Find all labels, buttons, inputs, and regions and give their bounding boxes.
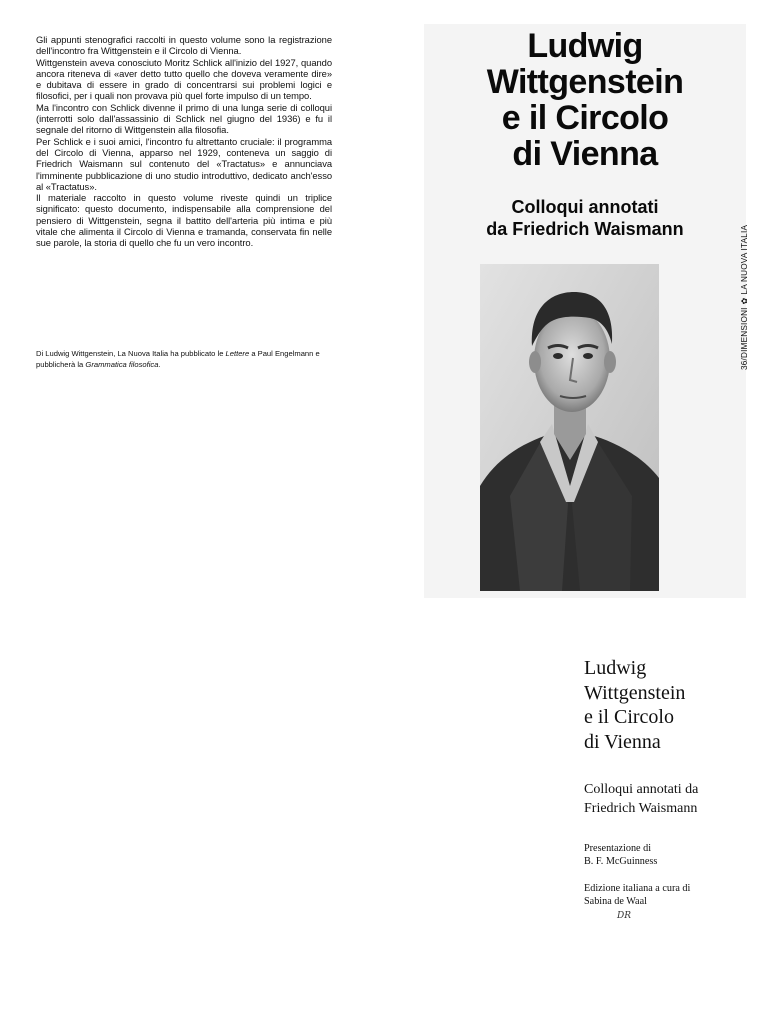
title-line: Wittgenstein	[584, 681, 686, 704]
cover-subtitle	[424, 196, 746, 240]
credit-line: Sabina de Waal	[584, 896, 647, 907]
note-text: Di Ludwig Wittgenstein, La Nuova Italia ha pubblicato le	[36, 349, 226, 358]
publisher-label: LA NUOVA ITALIA	[740, 224, 749, 295]
note-work-title: Grammatica filosofica	[85, 359, 159, 369]
back-flap-text	[36, 34, 332, 249]
flap-paragraph: Per Schlick e i suoi amici, l'incontro fu altrettanto cruciale: il programma del Circolo di Vienna, apparso nel 1929, conteneva un saggio di Friedrich Waismann sul contenuto del «Tractatus» e annunciava l'imminente pubblicazione di uno studio introduttivo, dedicato anch'esso al «Tractatus».	[36, 135, 332, 192]
presentation-credit	[584, 842, 657, 868]
publisher-logo-icon: ✿	[740, 297, 749, 305]
credit-line: Presentazione di	[584, 843, 652, 854]
portrait-image	[480, 264, 659, 591]
series-label: 36/DIMENSIONI	[740, 307, 749, 370]
title-page	[584, 656, 754, 907]
title-page-subtitle	[584, 780, 698, 818]
cover-title-line: Ludwig	[527, 27, 643, 65]
note-text: a Paul Engelmann e pubblicherà la	[36, 349, 320, 369]
author-portrait	[480, 264, 659, 591]
flap-paragraph: Ma l'incontro con Schlick divenne il primo di una lunga serie di colloqui (interrotti solo dall'assassinio di Schlick nel giugno del 1936) e fu il segnale del ritorno di Wittgenstein alla filosofia.	[36, 101, 332, 136]
spine	[732, 200, 748, 370]
note-work-title: Lettere	[225, 349, 250, 358]
note-text: .	[158, 359, 161, 369]
flap-paragraph: Gli appunti stenografici raccolti in questo volume sono la registrazione dell'incontro fra Wittgenstein e il Circolo di Vienna.	[36, 34, 332, 57]
title-line: Ludwig	[584, 657, 647, 679]
cover-title-line: Wittgenstein	[486, 63, 684, 101]
flap-paragraph: Wittgenstein aveva conosciuto Moritz Schlick all'inizio del 1927, quando ancora riteneva di «aver detto tutto quello che doveva veramente dire» e dubitava di essere in grado di concentrarsi sui problemi logici e filosofici, per i quali non provava più quel forte impulso di un tempo.	[36, 56, 332, 102]
handwritten-initials: DR	[617, 911, 631, 921]
title-page-title	[584, 656, 754, 754]
subtitle-line: Colloqui annotati da	[584, 782, 699, 797]
cover-title-line: di Vienna	[512, 135, 658, 173]
credit-line: B. F. McGuinness	[584, 856, 658, 867]
flap-paragraph: Il materiale raccolto in questo volume riveste quindi un triplice significato: questo documento, indispensabile alla comprensione del pensiero di Wittgenstein, segna il battito dell'arteria più intima e più vitale che alimenta il Circolo di Vienna e tramanda, conservata fin nelle sue parole, la storia di quello che fu un vero incontro.	[36, 192, 332, 249]
cover-title-line: e il Circolo	[501, 99, 669, 137]
edition-credit	[584, 882, 690, 908]
spine-text	[740, 225, 749, 370]
publisher-note	[36, 349, 336, 370]
cover-subtitle-line: Colloqui annotati	[511, 197, 659, 217]
title-line: di Vienna	[584, 730, 661, 753]
cover-title	[424, 28, 746, 172]
credit-line: Edizione italiana a cura di	[584, 883, 691, 894]
cover-subtitle-line: da Friedrich Waismann	[486, 219, 684, 239]
subtitle-line: Friedrich Waismann	[584, 801, 698, 816]
title-line: e il Circolo	[584, 706, 674, 728]
